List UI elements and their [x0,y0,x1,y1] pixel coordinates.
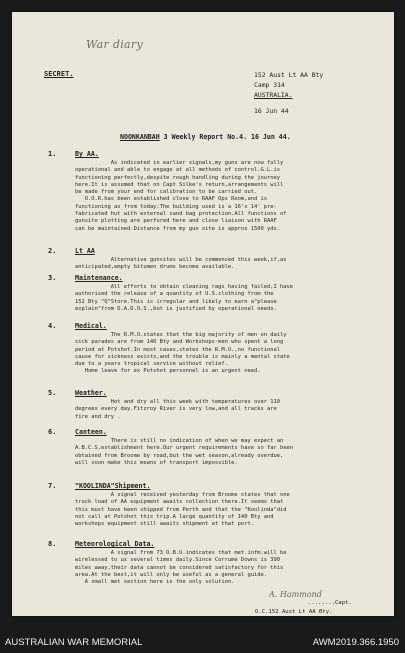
section-line: As indicated in earlier signals,my guns are now fully [75,160,284,166]
unit-line-3: AUSTRALIA. [254,91,293,99]
report-date: 16 Jun 44 [254,107,289,115]
section-line: fabricated hut with external sand bag protection.All functions of [75,211,287,218]
section-body [75,438,375,467]
section-line: explain"from D.A.D.O.S.,but is justified by operational needs. [75,305,277,312]
section-number: 5. [48,389,57,397]
section-line: area.At the best,it will only be useful as a general guide. [75,571,267,578]
section-line: miles away,their data cannot be considered satisfactory for this [75,564,284,571]
section-body [75,257,375,272]
section-line: gunsite plotting are perfored here and close liaison with RAAF [75,218,277,225]
section-line: fire and dry . [75,413,121,420]
section-number: 6. [48,428,57,436]
report-title-place: NOONKANBAH [120,133,160,141]
section-line: Home leave for ex Potshot personnel is an urgent need. [75,368,261,375]
section-line: operational and able to engage at all methods of control.G.L.is [75,167,280,174]
section-line: obtained from Broome by road,but the wet season,already overdue, [75,452,284,459]
report-title [120,133,291,141]
section-line: functioning as from today.The building used is a 16'x 14' pre- [75,203,277,210]
section-heading: Meteorological Data. [75,540,155,548]
handwritten-note: War diary [86,38,143,51]
section-heading: By AA. [75,150,99,158]
section-line: cause for sickness exists,and the trouble is mainly a mental state [75,353,290,360]
section-line: functioning perfectly,despite rough handling during the journey [75,174,280,181]
section-line: be made from your end for calibration to be carried out. [75,189,258,196]
section-line: O.O.R.has been established close to RAAF Ops Room,and is [75,196,267,203]
section-line: not call at Potshot this trip.A large quantity of 140 Bty and [75,513,274,520]
section-line: anticipated,empty bitumen drums become available. [75,264,235,271]
section-line: due to a years tropical service without relief. [75,361,228,368]
section-line: can be maintained.Distance from my gun site is approx 1500 yds. [75,225,280,232]
report-title-rest: 3 Weekly Report No.4. 16 Jun 44. [159,133,291,141]
section-line: Alternative gunsites will be commenced this week,if,as [75,257,287,263]
section-number: 1. [48,150,57,158]
section-line: A signal from 73 O.B.U.indicates that met.infm.will be [75,550,287,556]
section-line: period at Potshot.In most cases,states the R.M.O.,no functional [75,346,280,353]
document-page [12,12,394,616]
section-line: Hot and dry all this week with temperatures over 110 [75,399,280,405]
signature-scribble: A. Hammond [269,590,322,599]
section-line: A signal received yesterday from Broome states that one [75,492,290,498]
classification-label: SECRET. [44,70,74,78]
archive-footer [0,633,405,653]
section-body [75,492,375,528]
section-heading: Medical. [75,322,107,330]
footer-accession-number: AWM2019.366.1950 [312,637,399,648]
unit-line-1: 152 Aust Lt AA Bty [254,71,324,79]
section-line: this must have been shipped from Perth and that the "Koolinda"did [75,506,287,513]
unit-line-2: Camp 314 [254,81,285,89]
section-line: wirelessed to us several times daily.Since Corrume Downs is 390 [75,557,280,564]
section-heading: Weather. [75,389,107,397]
footer-institution: AUSTRALIAN WAR MEMORIAL [5,637,143,648]
section-heading: Canteen. [75,428,107,436]
section-body [75,550,375,586]
section-line: truck load of AA equipment awaits collection there.It seems that [75,499,284,506]
section-line: here.It is assumed that on Capt Silke's return,arrangements will [75,181,284,188]
section-heading: "KOOLINDA"Shipment. [75,482,151,490]
section-line: All efforts to obtain cleaning rags having failed,I have [75,284,293,290]
section-line: A.B.C.S.establishment here.Our urgent requirements have so far been [75,445,293,452]
section-line: sick parades are from 140 Bty and Workshops-men who spent a long [75,339,284,346]
section-number: 4. [48,322,57,330]
section-heading: Lt AA [75,247,95,255]
section-number: 2. [48,247,57,255]
section-body [75,332,375,376]
unit-address-block [254,70,323,116]
section-line: 152 Bty "Q"Store.This is irregular and likely to earn a"please [75,298,277,305]
section-line: A small met section here is the only solution. [75,579,235,586]
signature-rank: ........Capt. [308,600,352,606]
section-line: There is still no indication of when we may expect an [75,438,284,444]
section-number: 7. [48,482,57,490]
section-number: 3. [48,274,57,282]
section-line: will soon make this means of transport impossible. [75,459,238,466]
section-line: authorised the release of a quantity of U.S.clothing from the [75,291,274,298]
section-number: 8. [48,540,57,548]
signature-unit: O.C.152 Aust Lt AA Bty. [255,609,333,615]
section-line: degrees every day.Fitzroy River is very low,and all tracks are [75,406,277,413]
section-body [75,284,375,313]
section-body [75,160,375,233]
section-line: workshops equipment still awaits shipment at that port. [75,521,254,528]
section-line: The R.M.O.states that the big majority of men on daily [75,332,287,338]
section-body [75,399,375,421]
section-heading: Maintenance. [75,274,123,282]
